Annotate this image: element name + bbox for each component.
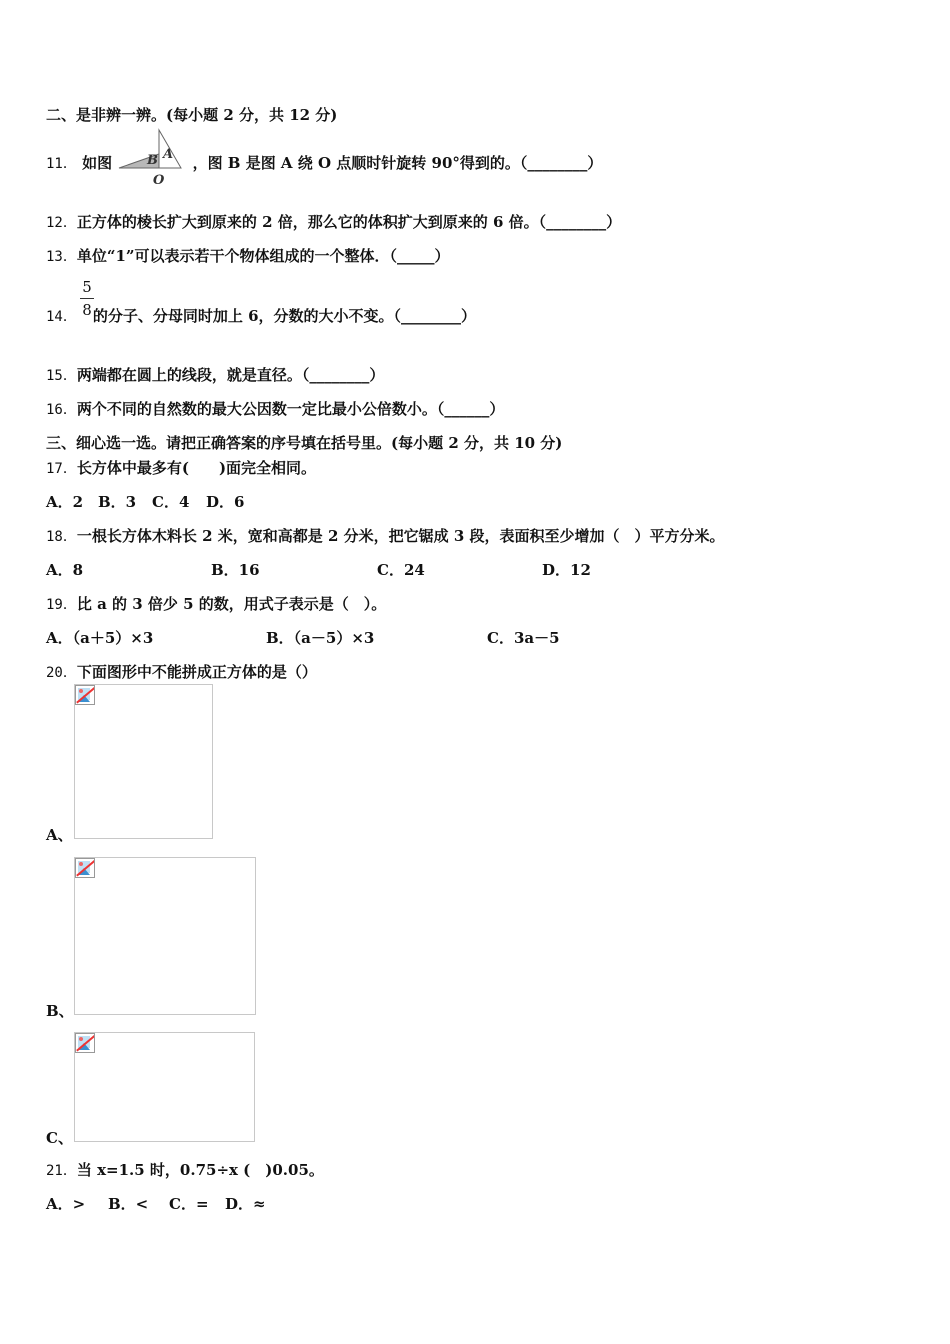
option-a: A．>: [46, 1195, 86, 1213]
question-14: [46, 305, 476, 326]
label-o: O: [153, 173, 165, 188]
question-text: 长方体中最多有( )面完全相同。: [76, 459, 317, 477]
option-c: C．=: [169, 1195, 209, 1213]
fraction-denominator: 8: [82, 301, 92, 319]
question-text: 正方体的棱长扩大到原来的 2 倍，那么它的体积扩大到原来的 6 倍。（________）: [76, 213, 622, 231]
question-number: 20．: [46, 665, 77, 681]
broken-image-icon: [75, 1033, 95, 1053]
question-number: 16．: [46, 402, 77, 418]
question-text: 的分子、分母同时加上 6，分数的大小不变。（________）: [92, 307, 477, 325]
option-a: A．（a＋5）×3: [46, 629, 154, 647]
fraction-bar: [80, 298, 94, 299]
option-label-a: A、: [46, 826, 73, 844]
option-image-b: [74, 857, 256, 1015]
question-17: [46, 457, 316, 478]
question-15: [46, 364, 384, 385]
section-title-judge: 二、是非辨一辨。(每小题 2 分，共 12 分): [46, 106, 338, 124]
question-number: 17．: [46, 461, 77, 477]
question-13: [46, 245, 450, 266]
question-text: 两个不同的自然数的最大公因数一定比最小公倍数小。（______）: [76, 400, 505, 418]
label-b: B: [147, 153, 159, 168]
question-number: 15．: [46, 368, 77, 384]
question-text-pre: 如图: [82, 154, 113, 172]
option-image-a: [74, 684, 213, 839]
option-c: C．4: [152, 493, 190, 511]
question-11: [46, 147, 603, 188]
label-a: A: [163, 147, 174, 162]
question-text: 一根长方体木料长 2 米，宽和高都是 2 分米，把它锯成 3 段，表面积至少增加（ ）平方分米。: [76, 527, 725, 545]
question-text: 单位“1”可以表示若干个物体组成的一个整体．（_____）: [76, 247, 450, 265]
option-label-c: C、: [46, 1129, 73, 1147]
question-number: 14．: [46, 309, 77, 325]
option-c: C．24: [377, 561, 425, 579]
option-d: D．12: [542, 561, 591, 579]
question-number: 11．: [46, 156, 77, 172]
question-number: 19．: [46, 597, 77, 613]
option-label-b: B、: [46, 1002, 74, 1020]
question-16: [46, 398, 504, 419]
fraction-numerator: 5: [82, 278, 92, 296]
question-12: [46, 211, 621, 232]
option-d: D．6: [206, 493, 245, 511]
option-b: B．3: [98, 493, 137, 511]
question-text: 当 x=1.5 时，0.75÷x ( )0.05。: [76, 1161, 324, 1179]
option-c: C．3a－5: [487, 629, 560, 647]
question-text: 下面图形中不能拼成正方体的是（）: [76, 663, 317, 681]
question-number: 21．: [46, 1163, 77, 1179]
option-a: A．8: [46, 561, 84, 579]
question-18: [46, 525, 725, 546]
option-d: D．≈: [225, 1195, 266, 1213]
broken-image-icon: [75, 685, 95, 705]
option-b: B．（a－5）×3: [266, 629, 375, 647]
question-text: 比 a 的 3 倍少 5 的数，用式子表示是（ ）。: [76, 595, 387, 613]
question-20: [46, 661, 317, 682]
question-text-post: ，图 B 是图 A 绕 O 点顺时针旋转 90°得到的。（________）: [192, 154, 603, 172]
rotation-figure: [117, 147, 187, 188]
question-19: [46, 593, 386, 614]
option-b: B．16: [211, 561, 260, 579]
option-b: B．<: [108, 1195, 149, 1213]
section-title-choice: 三、细心选一选。请把正确答案的序号填在括号里。(每小题 2 分，共 10 分): [46, 434, 563, 452]
option-a: A．2: [46, 493, 84, 511]
question-number: 18．: [46, 529, 77, 545]
question-text: 两端都在圆上的线段，就是直径。（________）: [76, 366, 385, 384]
question-21: [46, 1159, 324, 1180]
question-number: 13．: [46, 249, 77, 265]
triangle-figure: [115, 126, 187, 188]
broken-image-icon: [75, 858, 95, 878]
option-image-c: [74, 1032, 255, 1142]
question-number: 12．: [46, 215, 77, 231]
